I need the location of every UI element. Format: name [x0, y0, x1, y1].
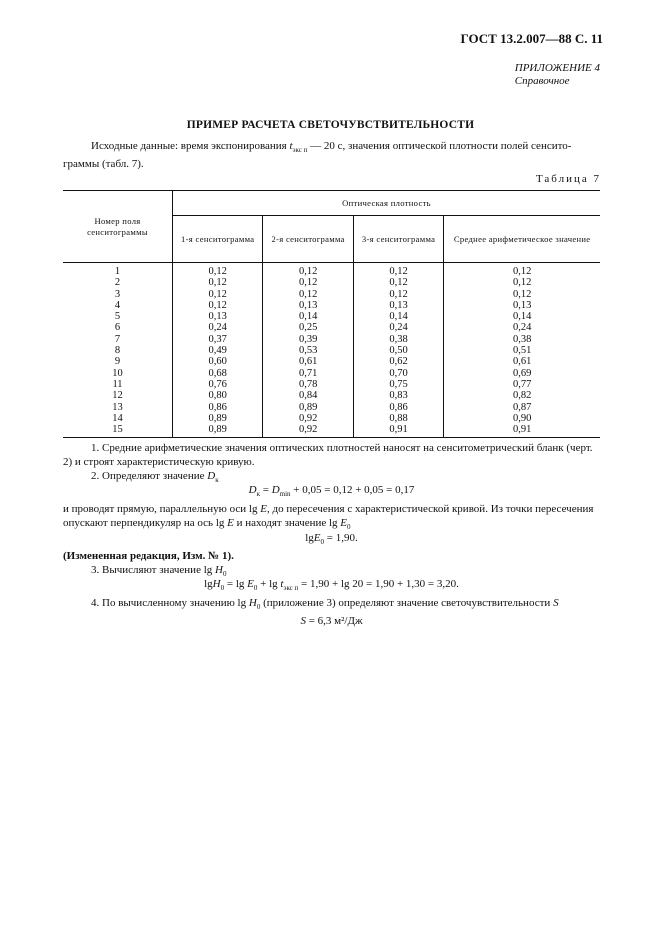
- row-number-cell: 3: [114, 288, 121, 300]
- formula-dk-dmin: D: [271, 484, 280, 496]
- formula-dk-rest: + 0,05 = 0,12 + 0,05 = 0,17: [290, 484, 415, 496]
- table-row: [63, 390, 600, 401]
- formula-dk-eq: =: [259, 484, 272, 496]
- density-cell: 0,13: [263, 300, 353, 311]
- formula-h0-c: + lg: [257, 578, 281, 590]
- density-cell: 0,12: [444, 277, 600, 288]
- density-cell: 0,89: [263, 402, 353, 413]
- formula-s-symbol: S: [300, 615, 306, 627]
- density-cell: 0,70: [353, 368, 443, 379]
- formula-dk: [63, 483, 600, 501]
- formula-dk-dmin-sub: min: [279, 490, 291, 499]
- row-number-cell: 4: [114, 299, 121, 311]
- step-4-h: H: [248, 597, 257, 609]
- intro-text-2: — 20 с, значения оптической плотности полей сенсито-граммы (табл. 7).: [63, 140, 572, 171]
- row-number-cell: 5: [114, 311, 121, 323]
- step-2-text: 2. Определяют значение: [91, 470, 205, 482]
- formula-h0-lg: lg: [204, 578, 213, 590]
- density-cell: 0,24: [353, 322, 443, 333]
- density-cell: 0,38: [353, 334, 443, 345]
- step-2b-e1: E: [260, 503, 267, 515]
- section-title: ПРИМЕР РАСЧЕТА СВЕТОЧУВСТВИТЕЛЬНОСТИ: [186, 119, 475, 131]
- row-number-cell: 1: [114, 266, 121, 277]
- formula-dk-lhs-sub: к: [256, 490, 260, 499]
- density-cell: 0,24: [444, 322, 600, 333]
- formula-h0-d: = 1,90 + lg 20 = 1,90 + 1,30 = 3,20.: [298, 578, 459, 590]
- formula-e0-symbol: E: [313, 532, 321, 544]
- density-cell: 0,84: [263, 390, 353, 401]
- density-cell: 0,12: [353, 277, 443, 288]
- density-cell: 0,12: [173, 289, 263, 300]
- density-cell: 0,39: [263, 334, 353, 345]
- density-cell: 0,75: [353, 379, 443, 390]
- row-number-cell: 15: [63, 424, 173, 438]
- revision-note: (Измененная редакция, Изм. № 1).: [63, 550, 234, 562]
- step-2-symbol: D: [207, 470, 216, 482]
- density-cell: 0,78: [263, 379, 353, 390]
- table-row: [63, 413, 600, 424]
- density-cell: 0,82: [444, 390, 600, 401]
- intro-text-1: Исходные данные: время экспонирования: [91, 140, 287, 152]
- table-row: [63, 322, 600, 333]
- step-2b-e3: E: [340, 517, 348, 529]
- appendix-number: ПРИЛОЖЕНИЕ 4: [514, 62, 600, 74]
- step-1-text: 1. Средние арифметические значения оптических плотностей наносят на сенситометрический бланк (черт. 2) и строят характеристическую кривую.: [63, 442, 593, 468]
- density-cell: 0,68: [173, 368, 263, 379]
- formula-h0-h-sub: 0: [220, 584, 225, 593]
- row-number-cell: 9: [114, 356, 121, 368]
- step-4-s: S: [553, 597, 559, 609]
- step-3-sub: 0: [222, 570, 227, 579]
- formula-h0-t: t: [280, 578, 284, 590]
- density-cell: 0,12: [263, 263, 353, 278]
- step-4-text-1: 4. По вычисленному значению lg: [91, 597, 247, 609]
- step-4: [63, 596, 600, 614]
- step-2b-text-1: и проводят прямую, параллельную оси lg: [63, 503, 258, 515]
- appendix-kind: Справочное: [514, 75, 570, 87]
- density-cell: 0,12: [444, 263, 600, 278]
- density-cell: 0,89: [173, 424, 263, 438]
- table-row: [63, 277, 600, 288]
- density-cell: 0,51: [444, 345, 600, 356]
- step-3-text: 3. Вычисляют значение lg: [91, 564, 213, 576]
- formula-h0-b: = lg: [224, 578, 248, 590]
- density-cell: 0,83: [353, 390, 443, 401]
- table-row: [63, 311, 600, 322]
- row-number-cell: 2: [114, 277, 121, 289]
- density-cell: 0,88: [353, 413, 443, 424]
- row-number-cell: 8: [114, 345, 121, 357]
- density-cell: 0,91: [353, 424, 443, 438]
- table-row: [63, 424, 600, 438]
- table-row: [63, 356, 600, 367]
- density-cell: 0,71: [263, 368, 353, 379]
- density-cell: 0,60: [173, 356, 263, 367]
- density-cell: 0,12: [263, 277, 353, 288]
- density-cell: 0,12: [353, 263, 443, 278]
- row-number-cell: 11: [112, 378, 123, 390]
- col-group-optical-density: Оптическая плотность: [173, 191, 601, 216]
- table-row: [63, 263, 600, 278]
- step-4-text-2: (приложение 3) определяют значение светочувствительности: [260, 597, 551, 609]
- table-7: [63, 190, 600, 438]
- density-cell: 0,12: [444, 289, 600, 300]
- step-2b-text-3: и находят значение lg: [233, 517, 338, 529]
- density-cell: 0,14: [444, 311, 600, 322]
- table-row: [63, 289, 600, 300]
- density-cell: 0,86: [173, 402, 263, 413]
- step-2-subscript: к: [215, 476, 219, 485]
- table-row: [63, 379, 600, 390]
- density-cell: 0,92: [263, 413, 353, 424]
- formula-s-rest: = 6,3 м²/Дж: [305, 615, 363, 627]
- intro-t-symbol: t: [289, 140, 293, 152]
- formula-e0-rest: = 1,90.: [324, 532, 358, 544]
- density-cell: 0,37: [173, 334, 263, 345]
- col-header-2: 2-я сенситограмма: [263, 216, 353, 263]
- formula-h0-e-sub: 0: [253, 584, 258, 593]
- row-number-cell: 14: [112, 412, 123, 424]
- density-cell: 0,61: [444, 356, 600, 367]
- density-cell: 0,90: [444, 413, 600, 424]
- density-cell: 0,13: [173, 311, 263, 322]
- step-2-continuation: [63, 502, 600, 534]
- row-number-cell: 7: [114, 333, 121, 345]
- formula-e0: [63, 531, 600, 549]
- formula-h0-t-sub: экс п: [283, 584, 299, 593]
- step-2b-e2: E: [227, 517, 234, 529]
- formula-e0-sub: 0: [320, 538, 325, 547]
- density-cell: 0,92: [263, 424, 353, 438]
- step-2b-text-2: , до пересечения с характеристической кривой. Из точки пересечения опускают перпендикуляр на ось lg: [63, 503, 594, 529]
- density-cell: 0,12: [353, 289, 443, 300]
- density-cell: 0,13: [353, 300, 443, 311]
- formula-h0: [63, 577, 600, 595]
- table-caption: Таблица 7: [535, 173, 601, 185]
- col-header-4: Среднее арифметическое значение: [444, 216, 600, 263]
- col-header-1: 1-я сенситограмма: [173, 216, 263, 263]
- density-cell: 0,12: [173, 277, 263, 288]
- formula-h0-h: H: [212, 578, 221, 590]
- row-number-cell: 6: [114, 322, 121, 334]
- table-row: [63, 402, 600, 413]
- formula-h0-e: E: [247, 578, 254, 590]
- density-cell: 0,77: [444, 379, 600, 390]
- formula-dk-lhs: D: [248, 484, 257, 496]
- page-header: ГОСТ 13.2.007—88 С. 11: [460, 31, 603, 46]
- intro-t-subscript: экс п: [292, 146, 308, 155]
- density-cell: 0,13: [444, 300, 600, 311]
- density-cell: 0,12: [263, 289, 353, 300]
- row-number-cell: 12: [112, 390, 123, 402]
- col-header-field-number: Номер поля сенситограммы: [63, 191, 173, 263]
- density-cell: 0,12: [173, 263, 263, 278]
- density-cell: 0,61: [263, 356, 353, 367]
- density-cell: 0,80: [173, 390, 263, 401]
- density-cell: 0,38: [444, 334, 600, 345]
- density-cell: 0,12: [173, 300, 263, 311]
- row-number-cell: 13: [112, 401, 123, 413]
- density-cell: 0,24: [173, 322, 263, 333]
- density-cell: 0,76: [173, 379, 263, 390]
- density-cell: 0,86: [353, 402, 443, 413]
- table-row: [63, 368, 600, 379]
- step-2b-e3-sub: 0: [347, 523, 351, 532]
- density-cell: 0,25: [263, 322, 353, 333]
- appendix-label: [515, 62, 600, 88]
- density-cell: 0,69: [444, 368, 600, 379]
- density-cell: 0,89: [173, 413, 263, 424]
- row-number-cell: 10: [112, 367, 123, 379]
- density-cell: 0,49: [173, 345, 263, 356]
- intro-paragraph: [63, 139, 600, 171]
- step-1: [63, 441, 600, 487]
- table-row: [63, 300, 600, 311]
- density-cell: 0,53: [263, 345, 353, 356]
- formula-e0-lg: lg: [305, 532, 314, 544]
- density-cell: 0,91: [444, 424, 600, 438]
- step-3-symbol: H: [215, 564, 223, 576]
- density-cell: 0,14: [353, 311, 443, 322]
- formula-s: [63, 614, 600, 628]
- density-cell: 0,87: [444, 402, 600, 413]
- table-row: [63, 334, 600, 345]
- col-header-3: 3-я сенситограмма: [353, 216, 443, 263]
- density-cell: 0,14: [263, 311, 353, 322]
- density-cell: 0,50: [353, 345, 443, 356]
- step-4-h-sub: 0: [256, 603, 261, 612]
- table-row: [63, 345, 600, 356]
- density-cell: 0,62: [353, 356, 443, 367]
